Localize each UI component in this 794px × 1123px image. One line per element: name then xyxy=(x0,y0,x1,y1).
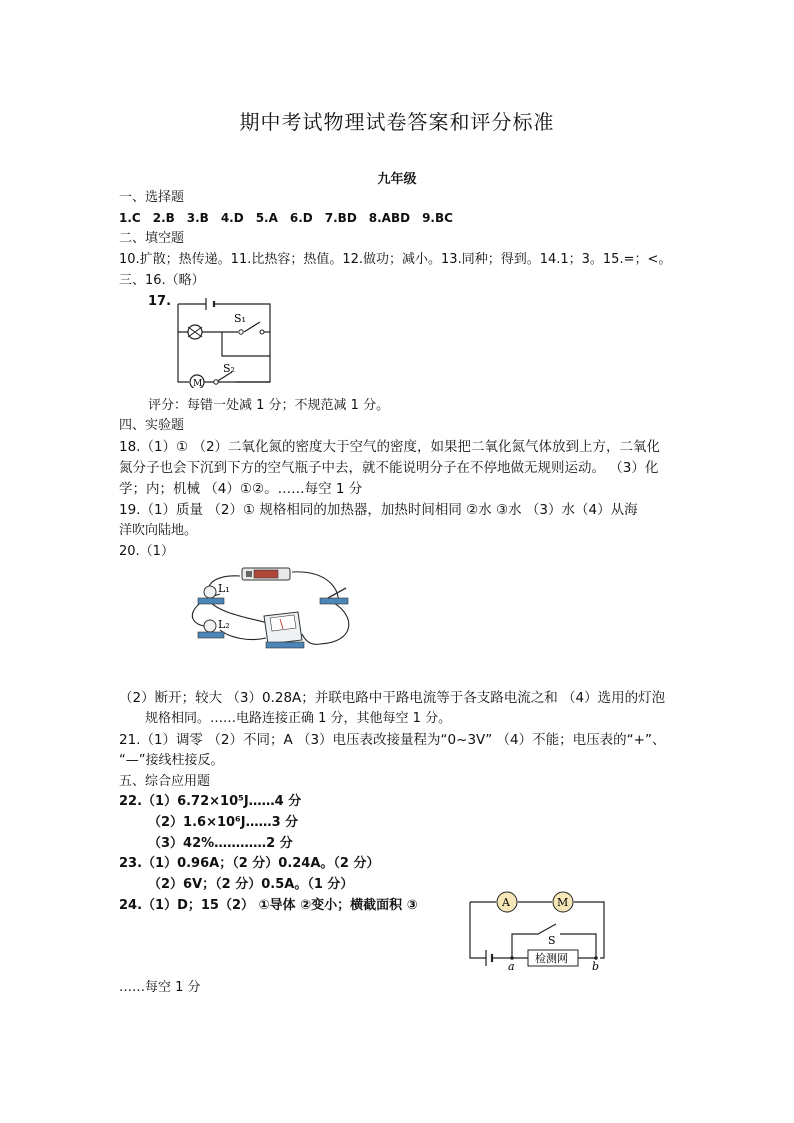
grade-label: 九年级 xyxy=(377,172,417,187)
answer-21-line2: “—”接线柱接反。 xyxy=(119,753,224,768)
answer-20-line2: （2）断开；较大 （3）0.28A；并联电路中干路电流等于各支路电流之和 （4）选用的灯泡 xyxy=(119,690,666,706)
lamp-l2-label: L₂ xyxy=(218,618,230,631)
circuit-24-diagram xyxy=(462,888,612,974)
answer-23-part2: （2）6V；（2 分）0.5A。（1 分） xyxy=(148,877,354,892)
section-comprehensive: 五、综合应用题 xyxy=(119,774,211,789)
section-experiment: 四、实验题 xyxy=(119,418,185,433)
motor-label: M xyxy=(557,896,569,909)
answer-24: 24.（1）D；15（2） ①导体 ②变小；横截面积 ③ xyxy=(119,898,418,913)
lamp-l1-label: L₁ xyxy=(218,582,230,595)
switch-s-label: S xyxy=(548,934,556,947)
motor-label: M xyxy=(193,379,203,388)
point-b-label: b xyxy=(592,960,600,973)
final-scoring-note: ……每空 1 分 xyxy=(119,980,201,995)
answer-20-line3: 规格相同。……电路连接正确 1 分，其他每空 1 分。 xyxy=(145,711,452,726)
detection-net-label: 检测网 xyxy=(535,952,568,965)
section-drawing: 三、16.（略） xyxy=(119,273,205,288)
answer-23-part1: 23.（1）0.96A；（2 分）0.24A。（2 分） xyxy=(119,856,380,871)
circuit-20-diagram xyxy=(180,562,360,658)
point-a-label: a xyxy=(508,960,515,973)
answer-19-line1: 19.（1）质量 （2）① 规格相同的加热器，加热时间相同 ②水 ③水 （3）水（4）从海 xyxy=(119,502,638,518)
switch-s2-label: S₂ xyxy=(223,362,235,375)
section-fill: 二、填空题 xyxy=(119,231,185,246)
answer-18-line2: 氮分子也会下沉到下方的空气瓶子中去，就不能说明分子在不停地做无规则运动。 （3）化 xyxy=(119,460,659,476)
q17-label: 17. xyxy=(148,294,172,309)
q17-scoring: 评分：每错一处减 1 分；不规范减 1 分。 xyxy=(148,398,390,413)
answer-18-line1: 18.（1）① （2）二氧化氮的密度大于空气的密度，如果把二氧化氮气体放到上方，二氧化 xyxy=(119,439,661,455)
circuit-17-diagram xyxy=(170,296,280,388)
answers-fill: 10.扩散；热传递。11.比热容；热值。12.做功；减小。13.同种；得到。14.1；3。15.=；<。 xyxy=(119,252,672,267)
section-choice: 一、选择题 xyxy=(119,190,185,205)
switch-s1-label: S₁ xyxy=(234,312,246,325)
answer-20-line1: 20.（1） xyxy=(119,544,174,559)
ammeter-label: A xyxy=(502,896,510,909)
answer-18-line3: 学；内；机械 （4）①②。……每空 1 分 xyxy=(119,481,363,497)
answers-choice: 1.C 2.B 3.B 4.D 5.A 6.D 7.BD 8.ABD 9.BC xyxy=(119,211,453,225)
answer-22-part2: （2）1.6×10⁶J……3 分 xyxy=(148,815,299,830)
answer-19-line2: 洋吹向陆地。 xyxy=(119,523,198,538)
page-title: 期中考试物理试卷答案和评分标准 xyxy=(239,110,555,134)
answer-22-part1: 22.（1）6.72×10⁵J……4 分 xyxy=(119,794,302,809)
answer-22-part3: （3）42%…………2 分 xyxy=(148,836,293,851)
answer-21-line1: 21.（1）调零 （2）不同；A （3）电压表改接量程为“0~3V” （4）不能；电压表的“+”、 xyxy=(119,732,666,748)
